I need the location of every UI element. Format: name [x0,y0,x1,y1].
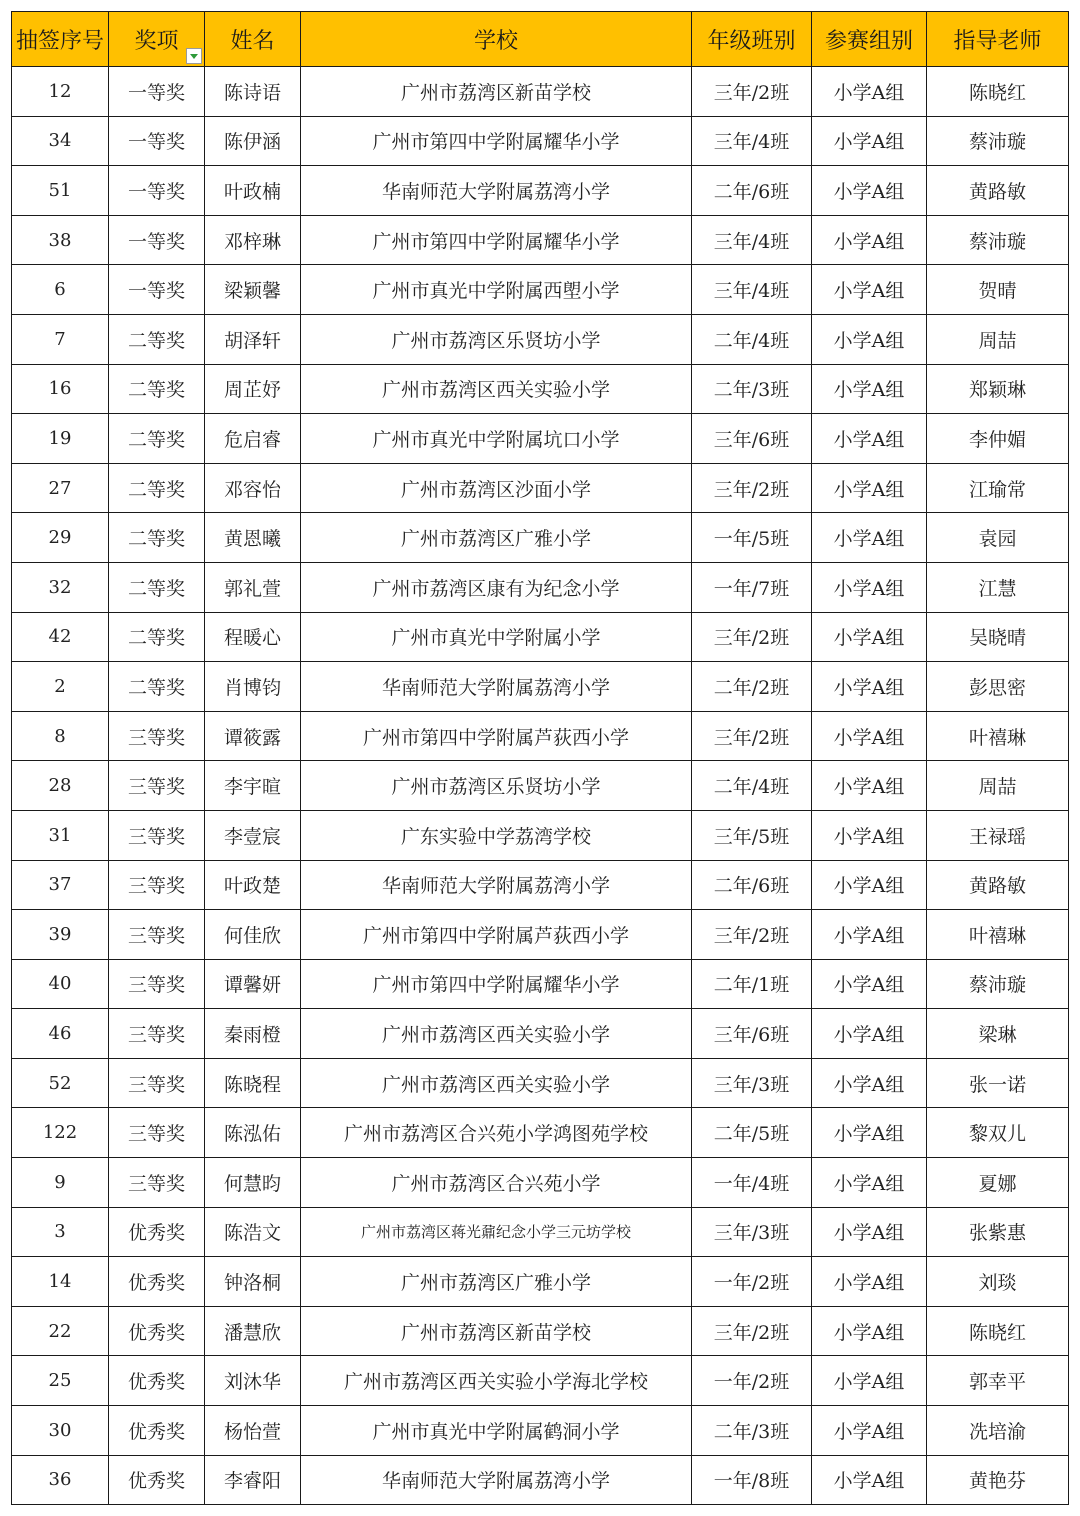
table-row [12,959,1069,1009]
table-row [12,1257,1069,1307]
cell-group: 小学A组 [812,414,927,464]
table-row [12,562,1069,612]
table-row [12,513,1069,563]
cell-draw-number: 27 [12,463,109,513]
cell-name: 陈伊涵 [205,116,301,166]
cell-school: 广州市第四中学附属芦荻西小学 [301,910,692,960]
header-draw-number: 抽签序号 [12,12,109,67]
filter-dropdown-icon[interactable] [186,48,202,64]
cell-name: 黄恩曦 [205,513,301,563]
cell-award: 优秀奖 [109,1356,205,1406]
cell-grade-class: 一年/2班 [692,1257,812,1307]
cell-draw-number: 19 [12,414,109,464]
cell-teacher: 陈晓红 [927,67,1069,117]
cell-name: 李睿阳 [205,1455,301,1505]
cell-draw-number: 7 [12,314,109,364]
cell-school: 广州市荔湾区广雅小学 [301,1257,692,1307]
cell-award: 优秀奖 [109,1207,205,1257]
table-row [12,314,1069,364]
table-row [12,910,1069,960]
cell-school: 华南师范大学附属荔湾小学 [301,860,692,910]
cell-teacher: 叶禧琳 [927,910,1069,960]
table-row [12,1306,1069,1356]
cell-group: 小学A组 [812,910,927,960]
cell-name: 叶政楚 [205,860,301,910]
cell-school: 广州市第四中学附属耀华小学 [301,959,692,1009]
cell-draw-number: 37 [12,860,109,910]
cell-group: 小学A组 [812,562,927,612]
cell-school: 广州市荔湾区沙面小学 [301,463,692,513]
cell-school: 广州市真光中学附属西塱小学 [301,265,692,315]
cell-name: 郭礼萱 [205,562,301,612]
cell-grade-class: 二年/2班 [692,662,812,712]
cell-award: 三等奖 [109,761,205,811]
cell-school: 广州市第四中学附属耀华小学 [301,215,692,265]
cell-school: 华南师范大学附属荔湾小学 [301,1455,692,1505]
table-row [12,662,1069,712]
cell-grade-class: 一年/4班 [692,1158,812,1208]
cell-teacher: 袁园 [927,513,1069,563]
cell-name: 胡泽轩 [205,314,301,364]
cell-group: 小学A组 [812,1356,927,1406]
cell-grade-class: 二年/3班 [692,1406,812,1456]
cell-award: 二等奖 [109,662,205,712]
cell-school: 华南师范大学附属荔湾小学 [301,662,692,712]
cell-draw-number: 52 [12,1058,109,1108]
cell-award: 二等奖 [109,513,205,563]
cell-grade-class: 一年/2班 [692,1356,812,1406]
header-row [12,12,1069,67]
cell-name: 潘慧欣 [205,1306,301,1356]
cell-teacher: 黄艳芬 [927,1455,1069,1505]
cell-teacher: 黄路敏 [927,166,1069,216]
cell-group: 小学A组 [812,662,927,712]
cell-grade-class: 二年/6班 [692,860,812,910]
cell-name: 杨怡萱 [205,1406,301,1456]
cell-award: 三等奖 [109,1108,205,1158]
cell-draw-number: 122 [12,1108,109,1158]
table-row [12,265,1069,315]
cell-teacher: 刘琰 [927,1257,1069,1307]
cell-grade-class: 三年/4班 [692,265,812,315]
cell-teacher: 周喆 [927,761,1069,811]
cell-grade-class: 三年/2班 [692,910,812,960]
cell-award: 二等奖 [109,314,205,364]
cell-draw-number: 51 [12,166,109,216]
cell-draw-number: 42 [12,612,109,662]
cell-teacher: 李仲媚 [927,414,1069,464]
cell-draw-number: 31 [12,810,109,860]
cell-name: 肖博钧 [205,662,301,712]
cell-group: 小学A组 [812,166,927,216]
cell-school: 广州市荔湾区广雅小学 [301,513,692,563]
cell-grade-class: 一年/7班 [692,562,812,612]
cell-school: 广州市真光中学附属鹤洞小学 [301,1406,692,1456]
cell-name: 何佳欣 [205,910,301,960]
cell-name: 何慧昀 [205,1158,301,1208]
cell-school: 华南师范大学附属荔湾小学 [301,166,692,216]
cell-grade-class: 三年/2班 [692,612,812,662]
cell-group: 小学A组 [812,1207,927,1257]
cell-group: 小学A组 [812,364,927,414]
table-row [12,1356,1069,1406]
header-teacher: 指导老师 [927,12,1069,67]
cell-grade-class: 三年/2班 [692,67,812,117]
cell-award: 优秀奖 [109,1455,205,1505]
cell-school: 广州市真光中学附属坑口小学 [301,414,692,464]
cell-group: 小学A组 [812,1108,927,1158]
cell-group: 小学A组 [812,761,927,811]
cell-award: 二等奖 [109,612,205,662]
cell-award: 优秀奖 [109,1406,205,1456]
cell-group: 小学A组 [812,612,927,662]
table-row [12,414,1069,464]
cell-school: 广州市荔湾区新苗学校 [301,67,692,117]
table-row [12,612,1069,662]
table-row [12,1058,1069,1108]
cell-grade-class: 二年/6班 [692,166,812,216]
table-row [12,215,1069,265]
cell-draw-number: 46 [12,1009,109,1059]
cell-group: 小学A组 [812,116,927,166]
cell-name: 陈诗语 [205,67,301,117]
cell-group: 小学A组 [812,314,927,364]
cell-draw-number: 39 [12,910,109,960]
cell-grade-class: 二年/4班 [692,761,812,811]
cell-grade-class: 三年/2班 [692,1306,812,1356]
cell-draw-number: 32 [12,562,109,612]
cell-award: 优秀奖 [109,1257,205,1307]
cell-grade-class: 二年/5班 [692,1108,812,1158]
cell-group: 小学A组 [812,1257,927,1307]
table-row [12,1207,1069,1257]
cell-name: 危启睿 [205,414,301,464]
cell-award: 一等奖 [109,166,205,216]
cell-draw-number: 30 [12,1406,109,1456]
cell-teacher: 江瑜常 [927,463,1069,513]
cell-name: 李宇暄 [205,761,301,811]
cell-school: 广州市第四中学附属耀华小学 [301,116,692,166]
cell-award: 二等奖 [109,562,205,612]
cell-group: 小学A组 [812,1009,927,1059]
cell-award: 三等奖 [109,1058,205,1108]
cell-award: 一等奖 [109,215,205,265]
cell-group: 小学A组 [812,711,927,761]
cell-group: 小学A组 [812,1306,927,1356]
cell-draw-number: 25 [12,1356,109,1406]
header-award [109,12,205,67]
cell-school: 广州市第四中学附属芦荻西小学 [301,711,692,761]
cell-draw-number: 9 [12,1158,109,1208]
cell-school: 广州市真光中学附属小学 [301,612,692,662]
cell-school: 广州市荔湾区乐贤坊小学 [301,314,692,364]
cell-teacher: 冼培渝 [927,1406,1069,1456]
cell-group: 小学A组 [812,1158,927,1208]
cell-name: 陈泓佑 [205,1108,301,1158]
cell-name: 谭馨妍 [205,959,301,1009]
cell-group: 小学A组 [812,860,927,910]
table-row [12,67,1069,117]
table-row [12,711,1069,761]
cell-grade-class: 三年/2班 [692,711,812,761]
cell-grade-class: 三年/4班 [692,116,812,166]
cell-school: 广州市荔湾区乐贤坊小学 [301,761,692,811]
cell-group: 小学A组 [812,265,927,315]
cell-teacher: 贺晴 [927,265,1069,315]
cell-school: 广州市荔湾区西关实验小学 [301,364,692,414]
cell-award: 一等奖 [109,116,205,166]
cell-teacher: 陈晓红 [927,1306,1069,1356]
cell-name: 谭筱露 [205,711,301,761]
cell-name: 周芷妤 [205,364,301,414]
cell-award: 二等奖 [109,364,205,414]
cell-award: 三等奖 [109,860,205,910]
cell-teacher: 王禄瑶 [927,810,1069,860]
cell-teacher: 叶禧琳 [927,711,1069,761]
cell-award: 三等奖 [109,711,205,761]
cell-award: 一等奖 [109,265,205,315]
cell-school: 广州市荔湾区合兴苑小学鸿图苑学校 [301,1108,692,1158]
cell-award: 二等奖 [109,414,205,464]
cell-teacher: 郭幸平 [927,1356,1069,1406]
cell-school: 广州市荔湾区康有为纪念小学 [301,562,692,612]
table-row [12,1108,1069,1158]
cell-school: 广州市荔湾区新苗学校 [301,1306,692,1356]
cell-grade-class: 三年/4班 [692,215,812,265]
cell-award: 优秀奖 [109,1306,205,1356]
cell-grade-class: 一年/5班 [692,513,812,563]
table-row [12,761,1069,811]
cell-award: 三等奖 [109,810,205,860]
cell-name: 刘沐华 [205,1356,301,1406]
cell-draw-number: 34 [12,116,109,166]
cell-teacher: 江慧 [927,562,1069,612]
cell-draw-number: 12 [12,67,109,117]
cell-draw-number: 8 [12,711,109,761]
cell-teacher: 蔡沛璇 [927,959,1069,1009]
cell-school: 广州市荔湾区西关实验小学 [301,1009,692,1059]
cell-name: 邓容怡 [205,463,301,513]
cell-teacher: 周喆 [927,314,1069,364]
cell-group: 小学A组 [812,215,927,265]
cell-school: 广东实验中学荔湾学校 [301,810,692,860]
cell-grade-class: 二年/1班 [692,959,812,1009]
cell-name: 秦雨橙 [205,1009,301,1059]
cell-award: 三等奖 [109,1009,205,1059]
table-row [12,1406,1069,1456]
cell-award: 三等奖 [109,1158,205,1208]
cell-draw-number: 40 [12,959,109,1009]
cell-name: 叶政楠 [205,166,301,216]
cell-grade-class: 二年/3班 [692,364,812,414]
cell-draw-number: 16 [12,364,109,414]
cell-name: 陈晓程 [205,1058,301,1108]
table-row [12,1455,1069,1505]
header-school: 学校 [301,12,692,67]
cell-name: 李壹宸 [205,810,301,860]
cell-grade-class: 三年/2班 [692,463,812,513]
cell-school: 广州市荔湾区蒋光鼐纪念小学三元坊学校 [301,1207,692,1257]
cell-name: 钟洛桐 [205,1257,301,1307]
cell-grade-class: 三年/6班 [692,1009,812,1059]
cell-teacher: 夏娜 [927,1158,1069,1208]
awards-table [11,11,1069,1505]
table-row [12,364,1069,414]
cell-award: 一等奖 [109,67,205,117]
cell-group: 小学A组 [812,1455,927,1505]
cell-award: 三等奖 [109,910,205,960]
cell-school: 广州市荔湾区合兴苑小学 [301,1158,692,1208]
cell-group: 小学A组 [812,463,927,513]
header-grade-class: 年级班别 [692,12,812,67]
cell-grade-class: 三年/3班 [692,1058,812,1108]
cell-draw-number: 38 [12,215,109,265]
cell-name: 程暖心 [205,612,301,662]
cell-draw-number: 2 [12,662,109,712]
cell-teacher: 梁琳 [927,1009,1069,1059]
cell-award: 三等奖 [109,959,205,1009]
cell-teacher: 蔡沛璇 [927,116,1069,166]
cell-teacher: 郑颖琳 [927,364,1069,414]
table-row [12,860,1069,910]
table-row [12,463,1069,513]
cell-draw-number: 22 [12,1306,109,1356]
cell-draw-number: 29 [12,513,109,563]
cell-teacher: 吴晓晴 [927,612,1069,662]
cell-group: 小学A组 [812,1058,927,1108]
cell-school: 广州市荔湾区西关实验小学海北学校 [301,1356,692,1406]
cell-name: 梁颖馨 [205,265,301,315]
cell-name: 陈浩文 [205,1207,301,1257]
cell-draw-number: 36 [12,1455,109,1505]
cell-draw-number: 3 [12,1207,109,1257]
cell-grade-class: 三年/6班 [692,414,812,464]
cell-group: 小学A组 [812,67,927,117]
table-row [12,810,1069,860]
cell-group: 小学A组 [812,959,927,1009]
cell-school: 广州市荔湾区西关实验小学 [301,1058,692,1108]
cell-name: 邓梓琳 [205,215,301,265]
cell-grade-class: 三年/3班 [692,1207,812,1257]
cell-group: 小学A组 [812,1406,927,1456]
cell-draw-number: 6 [12,265,109,315]
cell-draw-number: 14 [12,1257,109,1307]
table-row [12,1158,1069,1208]
cell-teacher: 张紫惠 [927,1207,1069,1257]
table-row [12,166,1069,216]
header-name: 姓名 [205,12,301,67]
cell-teacher: 黎双儿 [927,1108,1069,1158]
cell-grade-class: 二年/4班 [692,314,812,364]
table-row [12,1009,1069,1059]
cell-award: 二等奖 [109,463,205,513]
header-group: 参赛组别 [812,12,927,67]
cell-grade-class: 一年/8班 [692,1455,812,1505]
cell-group: 小学A组 [812,513,927,563]
cell-teacher: 彭思密 [927,662,1069,712]
cell-draw-number: 28 [12,761,109,811]
header-award-label: 奖项 [134,28,179,54]
cell-teacher: 张一诺 [927,1058,1069,1108]
cell-grade-class: 三年/5班 [692,810,812,860]
cell-teacher: 蔡沛璇 [927,215,1069,265]
cell-group: 小学A组 [812,810,927,860]
cell-teacher: 黄路敏 [927,860,1069,910]
table-row [12,116,1069,166]
